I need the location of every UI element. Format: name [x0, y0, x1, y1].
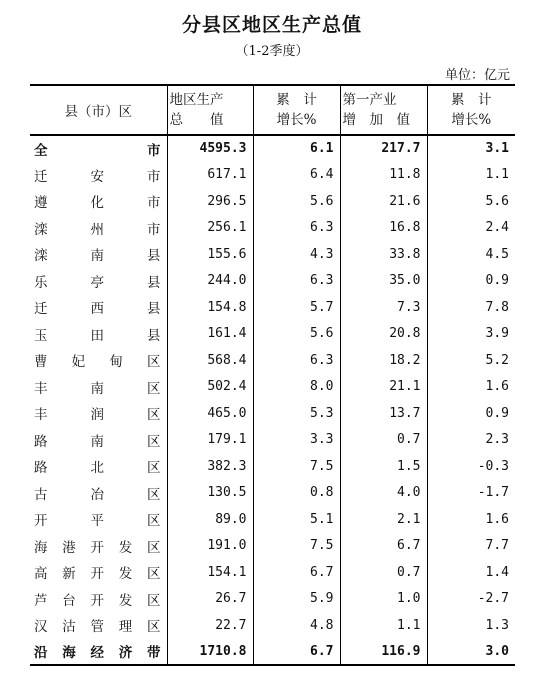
table-row: [30, 506, 515, 533]
region-name-cell: 滦州市: [34, 221, 161, 238]
primary-cell: 4.0: [340, 480, 427, 507]
region-name-cell: 汉沽管理区: [34, 619, 161, 636]
header-primary-growth-line1: 累 计: [451, 92, 492, 108]
gdp-cell: 89.0: [167, 506, 253, 533]
primary-cell: 11.8: [340, 162, 427, 189]
primary-growth-cell: 1.6: [427, 374, 515, 401]
gdp-growth-cell: 4.3: [253, 241, 340, 268]
table-row: [30, 241, 515, 268]
primary-growth-cell: 3.1: [427, 135, 515, 162]
primary-growth-cell: 1.6: [427, 506, 515, 533]
region-name-cell: 开平区: [34, 513, 161, 530]
region-name-cell: 曹妃甸区: [34, 354, 161, 371]
table-row: [30, 321, 515, 348]
region-name-cell: 海港开发区: [34, 539, 161, 556]
table-row: [30, 586, 515, 613]
gdp-cell: 22.7: [167, 612, 253, 639]
primary-cell: 35.0: [340, 268, 427, 295]
table-row: [30, 188, 515, 215]
region-name-cell: 路北区: [34, 460, 161, 477]
header-primary: [340, 85, 427, 135]
gdp-cell: 130.5: [167, 480, 253, 507]
primary-growth-cell: -0.3: [427, 453, 515, 480]
primary-growth-cell: 5.2: [427, 347, 515, 374]
primary-growth-cell: 2.4: [427, 215, 515, 242]
table-row: [30, 347, 515, 374]
region-name-cell: 沿海经济带: [30, 639, 167, 666]
primary-growth-cell: 4.5: [427, 241, 515, 268]
primary-cell: 33.8: [340, 241, 427, 268]
gdp-growth-cell: 6.3: [253, 347, 340, 374]
header-gdp-growth-line2: 增长%: [276, 112, 317, 128]
gdp-growth-cell: 7.5: [253, 453, 340, 480]
primary-growth-cell: 3.9: [427, 321, 515, 348]
primary-cell: 20.8: [340, 321, 427, 348]
primary-cell: 16.8: [340, 215, 427, 242]
primary-growth-cell: 7.8: [427, 294, 515, 321]
gdp-cell: 502.4: [167, 374, 253, 401]
gdp-growth-cell: 4.8: [253, 612, 340, 639]
region-name-cell: 路南区: [34, 433, 161, 450]
region-name-cell: 全市: [34, 142, 161, 159]
primary-cell: 1.5: [340, 453, 427, 480]
gdp-growth-cell: 6.3: [253, 268, 340, 295]
gdp-growth-cell: 6.7: [253, 639, 340, 666]
table-row: [30, 135, 515, 162]
table-row: [30, 400, 515, 427]
table-title: 分县区地区生产总值: [181, 14, 362, 36]
gdp-growth-cell: 5.9: [253, 586, 340, 613]
gdp-cell: 296.5: [167, 188, 253, 215]
gdp-cell: 465.0: [167, 400, 253, 427]
header-gdp-growth: [253, 85, 340, 135]
region-name-cell: 迁安市: [34, 168, 161, 185]
primary-growth-cell: 1.4: [427, 559, 515, 586]
header-region: 县（市）区: [30, 85, 167, 135]
table-row: [30, 453, 515, 480]
gdp-growth-cell: 6.3: [253, 215, 340, 242]
header-primary-line1: 第一产业: [342, 92, 397, 108]
gdp-growth-cell: 8.0: [253, 374, 340, 401]
gdp-cell: 191.0: [167, 533, 253, 560]
primary-cell: 6.7: [340, 533, 427, 560]
gdp-growth-cell: 5.3: [253, 400, 340, 427]
primary-growth-cell: 2.3: [427, 427, 515, 454]
primary-cell: 0.7: [340, 427, 427, 454]
gdp-cell: 26.7: [167, 586, 253, 613]
gdp-growth-cell: 7.5: [253, 533, 340, 560]
gdp-growth-cell: 5.6: [253, 188, 340, 215]
header-primary-line2: 增 加 值: [342, 112, 410, 128]
primary-cell: 13.7: [340, 400, 427, 427]
region-name-cell: 遵化市: [34, 195, 161, 212]
table-row: [30, 559, 515, 586]
gdp-cell: 155.6: [167, 241, 253, 268]
gdp-growth-cell: 0.8: [253, 480, 340, 507]
gdp-cell: 1710.8: [167, 639, 253, 666]
primary-growth-cell: 7.7: [427, 533, 515, 560]
gdp-cell: 179.1: [167, 427, 253, 454]
gdp-cell: 382.3: [167, 453, 253, 480]
primary-growth-cell: 0.9: [427, 400, 515, 427]
region-name-cell: 滦南县: [34, 248, 161, 265]
primary-growth-cell: 1.3: [427, 612, 515, 639]
primary-cell: 0.7: [340, 559, 427, 586]
primary-growth-cell: 1.1: [427, 162, 515, 189]
gdp-cell: 161.4: [167, 321, 253, 348]
table-row: [30, 480, 515, 507]
gdp-growth-cell: 5.6: [253, 321, 340, 348]
region-name-cell: 玉田县: [34, 327, 161, 344]
primary-growth-cell: 0.9: [427, 268, 515, 295]
table-row: [30, 533, 515, 560]
region-name-cell: 高新开发区: [34, 566, 161, 583]
table-row: [30, 639, 515, 666]
gdp-growth-cell: 5.7: [253, 294, 340, 321]
primary-cell: 7.3: [340, 294, 427, 321]
table-row: [30, 268, 515, 295]
gdp-table: [30, 84, 515, 666]
primary-cell: 2.1: [340, 506, 427, 533]
primary-growth-cell: 3.0: [427, 639, 515, 666]
primary-cell: 1.0: [340, 586, 427, 613]
primary-cell: 1.1: [340, 612, 427, 639]
gdp-cell: 568.4: [167, 347, 253, 374]
primary-growth-cell: -2.7: [427, 586, 515, 613]
table-row: [30, 612, 515, 639]
primary-growth-cell: 5.6: [427, 188, 515, 215]
header-row: [30, 85, 515, 135]
region-name-cell: 芦台开发区: [34, 592, 161, 609]
gdp-growth-cell: 6.7: [253, 559, 340, 586]
header-gdp: [167, 85, 253, 135]
gdp-growth-cell: 6.4: [253, 162, 340, 189]
gdp-growth-cell: 6.1: [253, 135, 340, 162]
header-primary-growth-line2: 增长%: [451, 112, 492, 128]
table-row: [30, 374, 515, 401]
primary-growth-cell: -1.7: [427, 480, 515, 507]
gdp-cell: 256.1: [167, 215, 253, 242]
primary-cell: 21.1: [340, 374, 427, 401]
primary-cell: 21.6: [340, 188, 427, 215]
region-name-cell: 迁西县: [34, 301, 161, 318]
primary-cell: 116.9: [340, 639, 427, 666]
primary-cell: 217.7: [340, 135, 427, 162]
header-gdp-growth-line1: 累 计: [276, 92, 317, 108]
gdp-cell: 154.1: [167, 559, 253, 586]
region-name-cell: 乐亭县: [34, 274, 161, 291]
gdp-cell: 617.1: [167, 162, 253, 189]
table-row: [30, 162, 515, 189]
primary-cell: 18.2: [340, 347, 427, 374]
gdp-cell: 154.8: [167, 294, 253, 321]
gdp-growth-cell: 5.1: [253, 506, 340, 533]
header-gdp-line1: 地区生产: [169, 92, 224, 108]
gdp-cell: 4595.3: [167, 135, 253, 162]
region-name-cell: 丰南区: [34, 380, 161, 397]
gdp-growth-cell: 3.3: [253, 427, 340, 454]
region-name-cell: 古冶区: [34, 486, 161, 503]
table-row: [30, 215, 515, 242]
gdp-cell: 244.0: [167, 268, 253, 295]
unit-label: 单位：亿元: [444, 68, 510, 83]
table-subtitle: （1-2季度）: [235, 44, 309, 59]
header-gdp-line2: 总 值: [169, 112, 224, 128]
table-row: [30, 427, 515, 454]
table-row: [30, 294, 515, 321]
header-primary-growth: [427, 85, 515, 135]
region-name-cell: 丰润区: [34, 407, 161, 424]
